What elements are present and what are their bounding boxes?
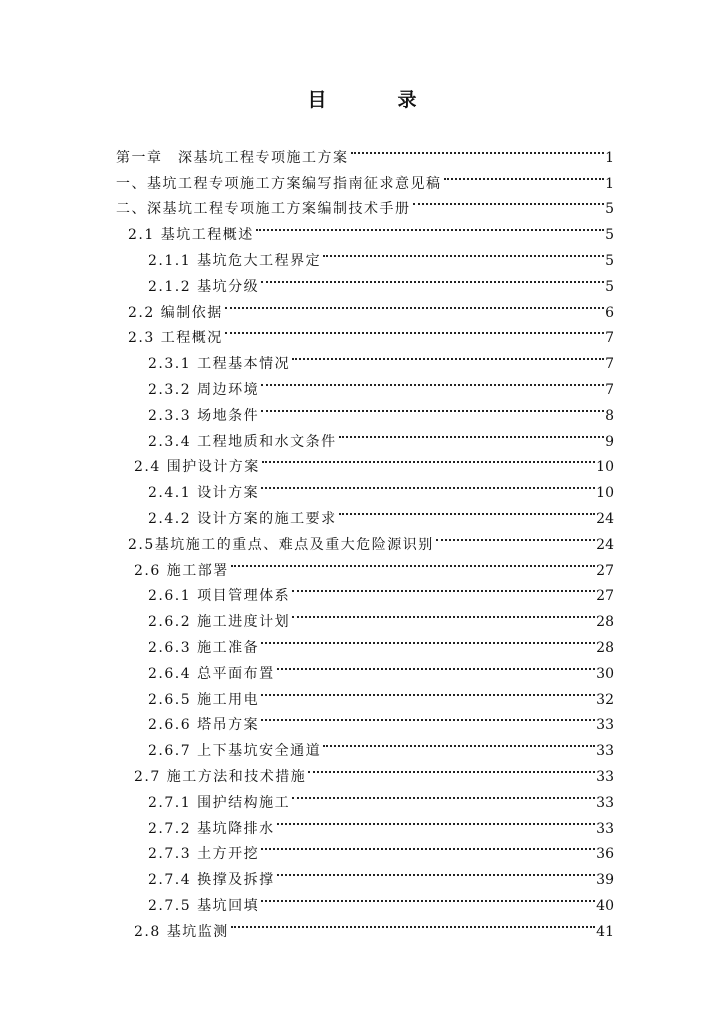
toc-dot-leader bbox=[261, 884, 595, 910]
toc-page-number: 33 bbox=[596, 794, 614, 811]
toc-entry-title: 2.7.4 换撑及拆撑 bbox=[148, 872, 275, 889]
toc-entry-title: 2.1 基坑工程概述 bbox=[128, 227, 254, 244]
toc-dot-leader bbox=[262, 446, 595, 472]
toc-entry-title: 2.3.1 工程基本情况 bbox=[148, 356, 291, 373]
toc-page-number: 40 bbox=[596, 897, 614, 914]
toc-page-number: 41 bbox=[596, 923, 614, 940]
toc-page-number: 33 bbox=[596, 768, 614, 785]
toc-dot-leader bbox=[261, 394, 604, 420]
toc-page-number: 36 bbox=[596, 846, 614, 863]
toc-entry-title: 2.6 施工部署 bbox=[134, 562, 229, 579]
toc-page-number: 30 bbox=[596, 665, 614, 682]
toc-page-number: 1 bbox=[605, 175, 614, 192]
toc-dot-leader bbox=[261, 704, 595, 730]
toc-entry-title: 2.6.7 上下基坑安全通道 bbox=[148, 743, 322, 760]
toc-page-number: 9 bbox=[605, 433, 614, 450]
toc-entry-title: 2.6.6 塔吊方案 bbox=[148, 717, 260, 734]
toc-page-number: 33 bbox=[596, 717, 614, 734]
toc-entry-title: 2.7 施工方法和技术措施 bbox=[134, 768, 307, 785]
toc-dot-leader bbox=[292, 575, 595, 601]
toc-entry-title: 2.6.5 施工用电 bbox=[148, 691, 260, 708]
toc-entry-title: 2.4.2 设计方案的施工要求 bbox=[148, 510, 337, 527]
toc-entry-title: 2.7.2 基坑降排水 bbox=[148, 820, 275, 837]
toc-dot-leader bbox=[277, 652, 596, 678]
toc-entry-title: 二、深基坑工程专项施工方案编制技术手册 bbox=[116, 201, 411, 218]
toc-entry-title: 2.7.1 围护结构施工 bbox=[148, 794, 291, 811]
toc-entry[interactable] bbox=[116, 136, 614, 166]
toc-page-number: 5 bbox=[605, 201, 614, 218]
toc-entry-title: 2.7.5 基坑回填 bbox=[148, 897, 260, 914]
toc-dot-leader bbox=[277, 858, 596, 884]
toc-entry-title: 2.7.3 土方开挖 bbox=[148, 846, 260, 863]
toc-page-number: 24 bbox=[596, 536, 614, 553]
toc-entry-title: 2.2 编制依据 bbox=[128, 304, 223, 321]
toc-entry-title: 2.1.1 基坑危大工程界定 bbox=[148, 252, 322, 269]
toc-entry-title: 2.3 工程概况 bbox=[128, 330, 223, 347]
toc-dot-leader bbox=[231, 910, 595, 936]
toc-dot-leader bbox=[261, 626, 595, 652]
toc-dot-leader bbox=[225, 317, 604, 343]
toc-entry-title: 2.6.1 项目管理体系 bbox=[148, 588, 291, 605]
toc-dot-leader bbox=[308, 755, 595, 781]
toc-page-number: 27 bbox=[596, 562, 614, 579]
toc-dot-leader bbox=[256, 213, 604, 239]
toc-page-number: 28 bbox=[596, 614, 614, 631]
toc-entry-title: 2.3.3 场地条件 bbox=[148, 407, 260, 424]
table-of-contents bbox=[116, 136, 614, 940]
toc-dot-leader bbox=[292, 342, 604, 368]
toc-page-number: 10 bbox=[596, 485, 614, 502]
toc-dot-leader bbox=[261, 368, 604, 394]
toc-dot-leader bbox=[261, 678, 595, 704]
toc-dot-leader bbox=[261, 265, 604, 291]
toc-page-number: 5 bbox=[605, 278, 614, 295]
page-title: 目 录 bbox=[307, 89, 443, 111]
toc-page-number: 7 bbox=[605, 330, 614, 347]
toc-page-number: 5 bbox=[605, 227, 614, 244]
toc-page-number: 32 bbox=[596, 691, 614, 708]
toc-dot-leader bbox=[292, 600, 595, 626]
toc-dot-leader bbox=[351, 136, 605, 162]
toc-page-number: 33 bbox=[596, 743, 614, 760]
toc-page-number: 7 bbox=[605, 356, 614, 373]
toc-entry-title: 2.8 基坑监测 bbox=[134, 923, 229, 940]
toc-dot-leader bbox=[323, 239, 604, 265]
toc-dot-leader bbox=[339, 420, 605, 446]
toc-entry-title: 2.3.2 周边环境 bbox=[148, 381, 260, 398]
toc-page-number: 27 bbox=[596, 588, 614, 605]
toc-entry-title: 2.6.3 施工准备 bbox=[148, 639, 260, 656]
toc-page-number: 24 bbox=[596, 510, 614, 527]
toc-page-number: 33 bbox=[596, 820, 614, 837]
toc-entry-title: 2.6.2 施工进度计划 bbox=[148, 614, 291, 631]
toc-page-number: 5 bbox=[605, 252, 614, 269]
toc-entry-title: 2.5基坑施工的重点、难点及重大危险源识别 bbox=[128, 536, 434, 553]
toc-entry-title: 2.4 围护设计方案 bbox=[134, 459, 260, 476]
toc-dot-leader bbox=[444, 162, 605, 188]
toc-entry-title: 2.4.1 设计方案 bbox=[148, 485, 260, 502]
toc-entry-title: 2.1.2 基坑分级 bbox=[148, 278, 260, 295]
toc-dot-leader bbox=[323, 729, 595, 755]
toc-page-number: 1 bbox=[605, 149, 614, 166]
toc-page-number: 7 bbox=[605, 381, 614, 398]
toc-page-number: 6 bbox=[605, 304, 614, 321]
toc-dot-leader bbox=[292, 781, 595, 807]
toc-dot-leader bbox=[261, 833, 595, 859]
toc-page-number: 8 bbox=[605, 407, 614, 424]
toc-page-number: 28 bbox=[596, 639, 614, 656]
toc-entry-title: 第一章 深基坑工程专项施工方案 bbox=[116, 149, 349, 166]
toc-dot-leader bbox=[436, 523, 595, 549]
toc-entry-title: 2.3.4 工程地质和水文条件 bbox=[148, 433, 337, 450]
toc-dot-leader bbox=[225, 291, 604, 317]
toc-dot-leader bbox=[413, 188, 605, 214]
toc-page-number: 10 bbox=[596, 459, 614, 476]
toc-dot-leader bbox=[261, 471, 595, 497]
toc-entry-title: 一、基坑工程专项施工方案编写指南征求意见稿 bbox=[116, 175, 442, 192]
toc-entry-title: 2.6.4 总平面布置 bbox=[148, 665, 275, 682]
toc-dot-leader bbox=[339, 497, 596, 523]
toc-dot-leader bbox=[231, 549, 595, 575]
toc-page-number: 39 bbox=[596, 872, 614, 889]
toc-dot-leader bbox=[277, 807, 596, 833]
